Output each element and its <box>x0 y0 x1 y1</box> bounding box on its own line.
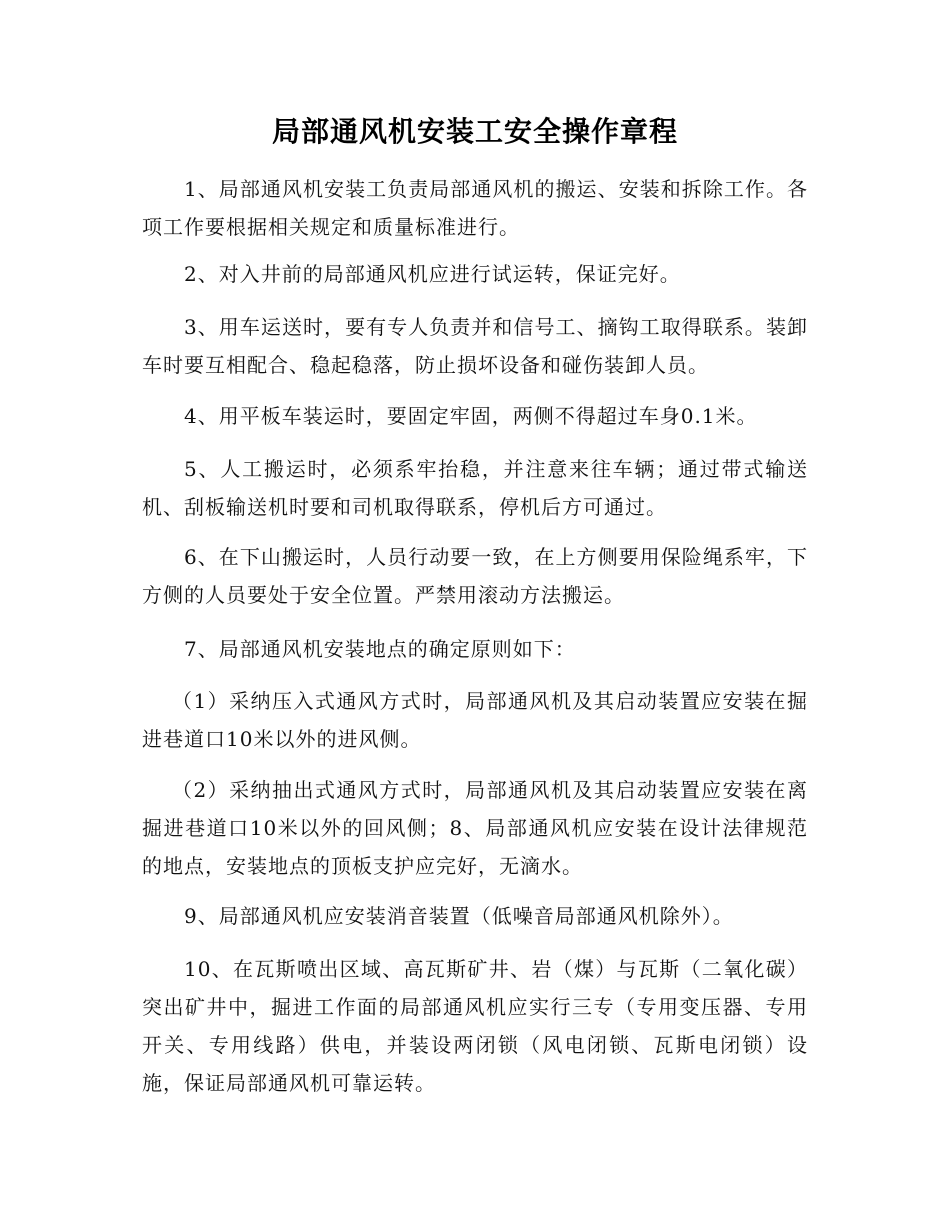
document-title: 局部通风机安装工安全操作章程 <box>271 115 678 148</box>
paragraph-2: 2、对入井前的局部通风机应进行试运转，保证完好。 <box>184 262 681 286</box>
paragraph-5: 5、人工搬运时，必须系牢抬稳，并注意来往车辆；通过带式输送机、刮板输送机时要和司机取得联系，停机后方可通过。 <box>142 457 808 519</box>
paragraph-7-1: （1）采纳压入式通风方式时，局部通风机及其启动装置应安装在掘进巷道口10米以外的进风侧。 <box>142 689 808 751</box>
paragraph-3: 3、用车运送时，要有专人负责并和信号工、摘钩工取得联系。装卸车时要互相配合、稳起稳落，防止损坏设备和碰伤装卸人员。 <box>142 315 808 377</box>
paragraph-9: 9、局部通风机应安装消音装置（低噪音局部通风机除外）。 <box>184 904 734 928</box>
paragraph-4: 4、用平板车装运时，要固定牢固，两侧不得超过车身0.1米。 <box>184 404 758 428</box>
paragraph-10: 10、在瓦斯喷出区域、高瓦斯矿井、岩（煤）与瓦斯（二氧化碳）突出矿井中，掘进工作面的局部通风机应实行三专（专用变压器、专用开关、专用线路）供电，并装设两闭锁（风电闭锁、瓦斯电闭锁）设施，保证局部通风机可靠运转。 <box>142 957 808 1095</box>
paragraph-7: 7、局部通风机安装地点的确定原则如下： <box>184 637 576 661</box>
paragraph-1: 1、局部通风机安装工负责局部通风机的搬运、安装和拆除工作。各项工作要根据相关规定和质量标准进行。 <box>142 177 808 239</box>
paragraph-6: 6、在下山搬运时，人员行动要一致，在上方侧要用保险绳系牢，下方侧的人员要处于安全位置。严禁用滚动方法搬运。 <box>142 545 808 607</box>
paragraph-7-2: （2）采纳抽出式通风方式时，局部通风机及其启动装置应安装在离掘进巷道口10米以外的回风侧；8、局部通风机应安装在设计法律规范的地点，安装地点的顶板支护应完好，无滴水。 <box>142 778 808 878</box>
